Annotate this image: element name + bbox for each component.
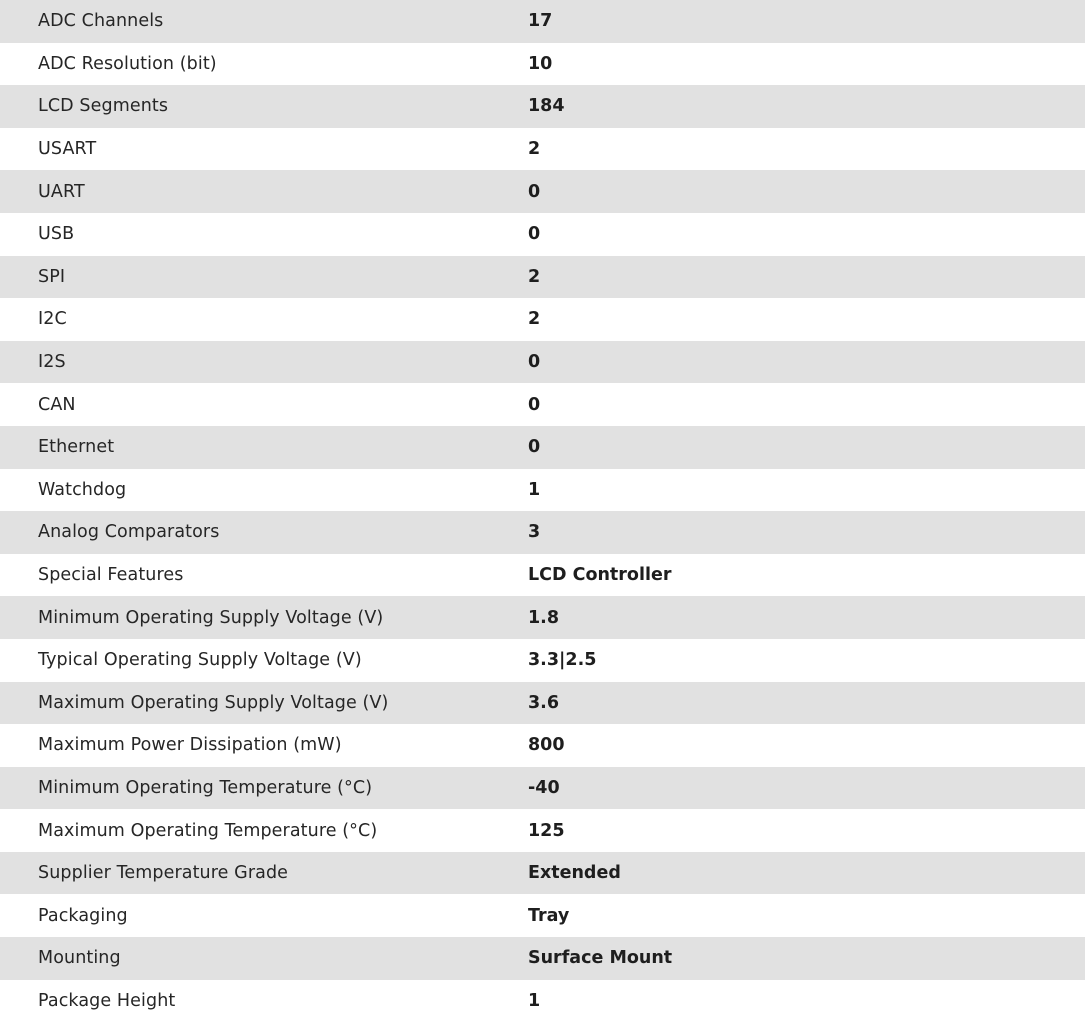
spec-row-max-operating-temp	[0, 809, 1085, 852]
spec-row-package-height	[0, 980, 1085, 1022]
spec-value: 0	[528, 437, 541, 458]
spec-label: Ethernet	[38, 437, 115, 458]
spec-row-ethernet	[0, 426, 1085, 469]
spec-label: Mounting	[38, 948, 121, 969]
spec-label: ADC Channels	[38, 11, 164, 32]
spec-label: UART	[38, 181, 85, 202]
spec-label: Watchdog	[38, 479, 127, 500]
spec-value: LCD Controller	[528, 565, 672, 586]
spec-value: 3	[528, 522, 541, 543]
spec-row-typical-supply-voltage	[0, 639, 1085, 682]
spec-label: SPI	[38, 266, 66, 287]
spec-label: Supplier Temperature Grade	[38, 863, 289, 884]
spec-value: Surface Mount	[528, 948, 673, 969]
spec-value: 2	[528, 139, 541, 160]
spec-row-adc-resolution	[0, 43, 1085, 86]
spec-label: Minimum Operating Temperature (°C)	[38, 777, 373, 798]
spec-label: Minimum Operating Supply Voltage (V)	[38, 607, 384, 628]
spec-row-usart	[0, 128, 1085, 171]
spec-label: LCD Segments	[38, 96, 169, 117]
spec-label: Packaging	[38, 905, 128, 926]
spec-value: Extended	[528, 863, 621, 884]
spec-row-analog-comparators	[0, 511, 1085, 554]
spec-label: Special Features	[38, 565, 184, 586]
spec-label: Analog Comparators	[38, 522, 220, 543]
spec-label: Package Height	[38, 990, 176, 1011]
spec-row-special-features	[0, 554, 1085, 597]
spec-label: Maximum Operating Supply Voltage (V)	[38, 692, 389, 713]
spec-row-i2c	[0, 298, 1085, 341]
spec-row-watchdog	[0, 469, 1085, 512]
spec-label: I2C	[38, 309, 67, 330]
spec-value: 0	[528, 224, 541, 245]
spec-value: 0	[528, 181, 541, 202]
spec-row-temperature-grade	[0, 852, 1085, 895]
spec-label: Maximum Power Dissipation (mW)	[38, 735, 342, 756]
spec-value: 800	[528, 735, 565, 756]
spec-label: I2S	[38, 352, 66, 373]
spec-row-packaging	[0, 894, 1085, 937]
spec-value: 184	[528, 96, 565, 117]
spec-value: 1	[528, 990, 541, 1011]
spec-row-max-supply-voltage	[0, 682, 1085, 725]
spec-row-can	[0, 383, 1085, 426]
spec-value: 125	[528, 820, 565, 841]
spec-label: USB	[38, 224, 75, 245]
spec-row-min-supply-voltage	[0, 596, 1085, 639]
spec-row-uart	[0, 170, 1085, 213]
spec-row-adc-channels	[0, 0, 1085, 43]
spec-value: 2	[528, 309, 541, 330]
spec-value: 10	[528, 53, 553, 74]
spec-row-usb	[0, 213, 1085, 256]
spec-row-mounting	[0, 937, 1085, 980]
spec-value: 0	[528, 352, 541, 373]
spec-value: 0	[528, 394, 541, 415]
spec-value: -40	[528, 777, 560, 798]
spec-value: 1	[528, 479, 541, 500]
spec-value: 2	[528, 266, 541, 287]
spec-label: ADC Resolution (bit)	[38, 53, 217, 74]
spec-row-spi	[0, 256, 1085, 299]
spec-row-i2s	[0, 341, 1085, 384]
spec-label: Maximum Operating Temperature (°C)	[38, 820, 378, 841]
spec-value: 1.8	[528, 607, 560, 628]
spec-value: 17	[528, 11, 553, 32]
spec-label: Typical Operating Supply Voltage (V)	[38, 650, 362, 671]
spec-value: Tray	[528, 905, 570, 926]
spec-row-lcd-segments	[0, 85, 1085, 128]
spec-row-max-power-dissipation	[0, 724, 1085, 767]
spec-value: 3.3|2.5	[528, 650, 597, 671]
spec-label: USART	[38, 139, 97, 160]
spec-row-min-operating-temp	[0, 767, 1085, 810]
spec-value: 3.6	[528, 692, 560, 713]
spec-label: CAN	[38, 394, 76, 415]
